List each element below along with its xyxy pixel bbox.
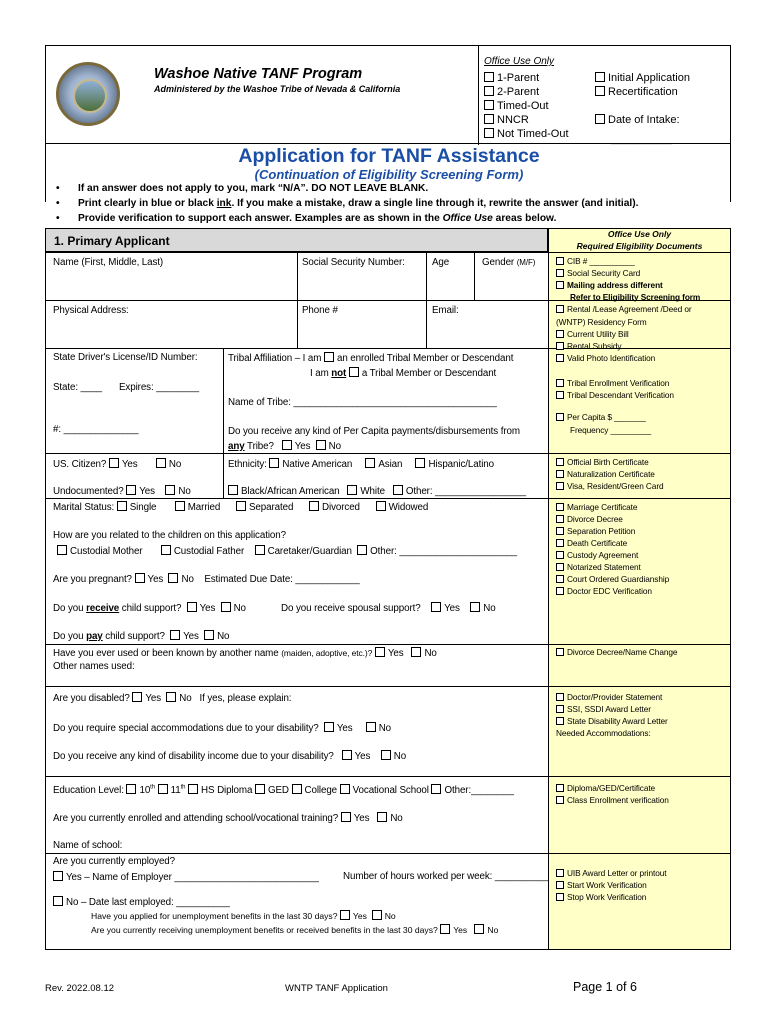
office-tribal-enroll[interactable]: Tribal Enrollment Verification bbox=[556, 378, 669, 388]
office-separation[interactable]: Separation Petition bbox=[556, 526, 635, 536]
disabled-question[interactable]: Are you disabled? Yes No If yes, please explain: bbox=[53, 693, 292, 704]
office-rental[interactable]: Rental /Lease Agreement /Deed or bbox=[556, 304, 692, 314]
state-field[interactable]: State: ____ bbox=[53, 382, 103, 393]
checkbox[interactable] bbox=[282, 440, 292, 450]
office-stop-work[interactable]: Stop Work Verification bbox=[556, 892, 646, 902]
checkbox[interactable] bbox=[595, 86, 605, 96]
pregnant-question[interactable]: Are you pregnant? Yes No Estimated Due Date: ____________ bbox=[53, 574, 360, 585]
checkbox[interactable] bbox=[556, 693, 564, 701]
office-birth-cert[interactable]: Official Birth Certificate bbox=[556, 457, 649, 467]
office-class-enroll[interactable]: Class Enrollment verification bbox=[556, 795, 669, 805]
spousal-support[interactable]: Do you receive spousal support? Yes No bbox=[281, 603, 496, 614]
checkbox[interactable] bbox=[556, 575, 564, 583]
checkbox[interactable] bbox=[170, 630, 180, 640]
other-names-field[interactable]: Other names used: bbox=[53, 661, 135, 672]
checkbox[interactable] bbox=[556, 503, 564, 511]
checkbox[interactable] bbox=[556, 470, 564, 478]
employed-question: Are you currently employed? bbox=[53, 856, 176, 867]
checkbox[interactable] bbox=[57, 545, 67, 555]
checkbox[interactable] bbox=[556, 269, 564, 277]
date-of-intake-line[interactable]: ___________ bbox=[611, 134, 673, 145]
checkbox[interactable] bbox=[126, 485, 136, 495]
dl-number-field[interactable]: #: ______________ bbox=[53, 424, 139, 435]
office-needed-acc: Needed Accommodations: bbox=[556, 728, 651, 738]
checkbox[interactable] bbox=[376, 501, 386, 511]
checkbox[interactable] bbox=[117, 501, 127, 511]
checkbox[interactable] bbox=[556, 551, 564, 559]
checkbox[interactable] bbox=[484, 100, 494, 110]
checkbox[interactable] bbox=[342, 750, 352, 760]
checkbox[interactable] bbox=[484, 72, 494, 82]
checkbox[interactable] bbox=[347, 485, 357, 495]
office-cib[interactable]: CIB # __________ bbox=[556, 256, 635, 266]
office-start-work[interactable]: Start Work Verification bbox=[556, 880, 647, 890]
program-title: Washoe Native TANF Program bbox=[154, 66, 363, 82]
checkbox[interactable] bbox=[255, 784, 265, 794]
checkbox[interactable] bbox=[556, 587, 564, 595]
office-state-dis[interactable]: State Disability Award Letter bbox=[556, 716, 668, 726]
checkbox[interactable] bbox=[221, 602, 231, 612]
checkbox[interactable] bbox=[556, 784, 564, 792]
checkbox[interactable] bbox=[168, 573, 178, 583]
checkbox[interactable] bbox=[349, 367, 359, 377]
office-uib[interactable]: UIB Award Letter or printout bbox=[556, 868, 666, 878]
citizen-question[interactable]: US. Citizen? Yes No bbox=[53, 459, 182, 470]
office-wntp: (WNTP) Residency Form bbox=[556, 317, 647, 327]
checkbox[interactable] bbox=[126, 784, 136, 794]
office-diploma[interactable]: Diploma/GED/Certificate bbox=[556, 783, 655, 793]
checkbox[interactable] bbox=[377, 812, 387, 822]
form-name-label: WNTP TANF Application bbox=[285, 983, 388, 994]
checkbox[interactable] bbox=[556, 527, 564, 535]
checkbox[interactable] bbox=[109, 458, 119, 468]
checkbox[interactable] bbox=[324, 722, 334, 732]
checkbox[interactable] bbox=[484, 128, 494, 138]
checkbox[interactable] bbox=[556, 705, 564, 713]
office-naturalization[interactable]: Naturalization Certificate bbox=[556, 469, 655, 479]
email-label: Email: bbox=[432, 305, 459, 316]
tribe-name-field[interactable]: Name of Tribe: ______________________________________ bbox=[228, 397, 497, 408]
checkbox[interactable] bbox=[255, 545, 265, 555]
tribal-seal-logo bbox=[56, 62, 120, 126]
instruction-2: • Print clearly in blue or black ink. If you make a mistake, draw a single line through it, rewrite the answer (and initial). bbox=[56, 198, 639, 209]
checkbox[interactable] bbox=[556, 515, 564, 523]
checkbox[interactable] bbox=[228, 485, 238, 495]
checkbox[interactable] bbox=[340, 784, 350, 794]
option-1-parent[interactable]: 1-Parent bbox=[484, 72, 539, 84]
checkbox[interactable] bbox=[556, 881, 564, 889]
required-docs-heading: Required Eligibility Documents bbox=[576, 241, 703, 251]
revision-label: Rev. 2022.08.12 bbox=[45, 983, 115, 994]
education-level[interactable]: Education Level: 10th 11th HS Diploma GED College Vocational School Other:________ bbox=[53, 784, 514, 796]
checkbox[interactable] bbox=[556, 648, 564, 656]
checkbox[interactable] bbox=[556, 257, 564, 265]
office-death[interactable]: Death Certificate bbox=[556, 538, 627, 548]
pay-child-support[interactable]: Do you pay child support? Yes No bbox=[53, 631, 230, 642]
section-header: 1. Primary Applicant bbox=[45, 228, 548, 252]
relationship-options[interactable]: Custodial Mother Custodial Father Caretaker/Guardian Other: ______________________ bbox=[57, 545, 517, 557]
checkbox[interactable] bbox=[161, 545, 171, 555]
checkbox[interactable] bbox=[431, 784, 441, 794]
checkbox[interactable] bbox=[595, 72, 605, 82]
age-label: Age bbox=[432, 257, 450, 268]
address-label: Physical Address: bbox=[53, 305, 129, 316]
option-initial-application[interactable]: Initial Application bbox=[595, 72, 690, 84]
receive-child-support[interactable]: Do you receive child support? Yes No bbox=[53, 603, 246, 614]
checkbox[interactable] bbox=[484, 114, 494, 124]
form-title: Application for TANF Assistance bbox=[238, 145, 540, 167]
phone-label: Phone # bbox=[302, 305, 338, 316]
office-marriage[interactable]: Marriage Certificate bbox=[556, 502, 637, 512]
checkbox[interactable] bbox=[175, 501, 185, 511]
checkbox[interactable] bbox=[53, 896, 63, 906]
checkbox[interactable] bbox=[556, 379, 564, 387]
checkbox[interactable] bbox=[431, 602, 441, 612]
checkbox[interactable] bbox=[187, 602, 197, 612]
option-nncr[interactable]: NNCR bbox=[484, 114, 529, 126]
checkbox[interactable] bbox=[372, 910, 382, 920]
checkbox[interactable] bbox=[365, 458, 375, 468]
checkbox[interactable] bbox=[556, 330, 564, 338]
checkbox[interactable] bbox=[204, 630, 214, 640]
checkbox[interactable] bbox=[166, 692, 176, 702]
office-utility[interactable]: Current Utility Bill bbox=[556, 329, 629, 339]
hours-field[interactable]: Number of hours worked per week: __________ bbox=[343, 871, 549, 882]
program-subtitle: Administered by the Washoe Tribe of Nevada & California bbox=[154, 84, 401, 94]
checkbox[interactable] bbox=[556, 391, 564, 399]
other-name-question[interactable]: Have you ever used or been known by another name (maiden, adoptive, etc.)? Yes No bbox=[53, 648, 437, 659]
school-name-field[interactable]: Name of school: bbox=[53, 840, 123, 851]
checkbox[interactable] bbox=[595, 114, 605, 124]
checkbox[interactable] bbox=[340, 910, 350, 920]
office-photo-id[interactable]: Valid Photo Identification bbox=[556, 353, 655, 363]
office-subsidy[interactable]: Rental Subsidy bbox=[556, 341, 621, 351]
checkbox[interactable] bbox=[556, 796, 564, 804]
checkbox[interactable] bbox=[375, 647, 385, 657]
checkbox[interactable] bbox=[381, 750, 391, 760]
office-doctor-stmt[interactable]: Doctor/Provider Statement bbox=[556, 692, 662, 702]
checkbox[interactable] bbox=[316, 440, 326, 450]
tribal-affiliation-not[interactable]: I am not a Tribal Member or Descendant bbox=[310, 368, 497, 379]
expires-field[interactable]: Expires: ________ bbox=[119, 382, 199, 393]
checkbox[interactable] bbox=[309, 501, 319, 511]
checkbox[interactable] bbox=[556, 413, 564, 421]
checkbox[interactable] bbox=[556, 717, 564, 725]
office-doctor-edc[interactable]: Doctor EDC Verification bbox=[556, 586, 652, 596]
instruction-1: • If an answer does not apply to you, mark “N/A”. DO NOT LEAVE BLANK. bbox=[56, 183, 429, 194]
checkbox[interactable] bbox=[556, 893, 564, 901]
ethnicity-row-1[interactable]: Ethnicity: Native American Asian Hispanic/Latino bbox=[228, 459, 494, 470]
checkbox[interactable] bbox=[470, 602, 480, 612]
office-ssi[interactable]: SSI, SSDI Award Letter bbox=[556, 704, 651, 714]
office-mailing[interactable]: Mailing address different bbox=[556, 280, 663, 290]
office-notarized[interactable]: Notarized Statement bbox=[556, 562, 641, 572]
enrolled-school-question[interactable]: Are you currently enrolled and attending school/vocational training? Yes No bbox=[53, 813, 403, 824]
checkbox[interactable] bbox=[156, 458, 166, 468]
option-date-of-intake[interactable]: Date of Intake: bbox=[595, 114, 680, 126]
office-divorce[interactable]: Divorce Decree bbox=[556, 514, 623, 524]
office-refer: Refer to Eligibility Screening form bbox=[570, 292, 701, 302]
checkbox[interactable] bbox=[440, 924, 450, 934]
checkbox[interactable] bbox=[556, 281, 564, 289]
checkbox[interactable] bbox=[556, 354, 564, 362]
office-use-label: Office Use Only bbox=[484, 56, 555, 67]
office-use-heading: Office Use Only bbox=[607, 229, 672, 239]
checkbox[interactable] bbox=[135, 573, 145, 583]
employed-no[interactable]: No – Date last employed: __________ bbox=[53, 896, 230, 908]
undocumented-question[interactable]: Undocumented? Yes No bbox=[53, 486, 191, 497]
header-box bbox=[45, 45, 731, 144]
checkbox[interactable] bbox=[188, 784, 198, 794]
form-subtitle: (Continuation of Eligibility Screening Form) bbox=[254, 167, 524, 182]
office-per-capita[interactable]: Per Capita $ _______ bbox=[556, 412, 646, 422]
checkbox[interactable] bbox=[556, 482, 564, 490]
receiving-unemployment[interactable]: Are you currently receiving unemployment benefits or received benefits in the last 30 days? Yes No bbox=[91, 925, 499, 935]
checkbox[interactable] bbox=[556, 869, 564, 877]
checkbox[interactable] bbox=[341, 812, 351, 822]
option-timed-out[interactable]: Timed-Out bbox=[484, 100, 549, 112]
checkbox[interactable] bbox=[556, 305, 564, 313]
checkbox[interactable] bbox=[484, 86, 494, 96]
checkbox[interactable] bbox=[556, 539, 564, 547]
per-capita-question: Do you receive any kind of Per Capita payments/disbursements from bbox=[228, 426, 520, 437]
instruction-3: • Provide verification to support each answer. Examples are as shown in the Office Use areas below. bbox=[56, 213, 557, 224]
checkbox[interactable] bbox=[158, 784, 168, 794]
relationship-question: How are you related to the children on this application? bbox=[53, 530, 286, 541]
checkbox[interactable] bbox=[556, 458, 564, 466]
checkbox[interactable] bbox=[53, 871, 63, 881]
page-number: Page 1 of 6 bbox=[573, 980, 637, 994]
checkbox[interactable] bbox=[357, 545, 367, 555]
checkbox[interactable] bbox=[269, 458, 279, 468]
accommodations-question[interactable]: Do you require special accommodations due to your disability? Yes No bbox=[53, 723, 392, 734]
applied-unemployment[interactable]: Have you applied for unemployment benefits in the last 30 days? Yes No bbox=[91, 911, 396, 921]
checkbox[interactable] bbox=[366, 722, 376, 732]
gender-label: Gender (M/F) bbox=[482, 257, 536, 268]
per-capita-answer[interactable]: any Tribe? Yes No bbox=[228, 441, 341, 452]
checkbox[interactable] bbox=[411, 647, 421, 657]
checkbox[interactable] bbox=[292, 784, 302, 794]
option-recertification[interactable]: Recertification bbox=[595, 86, 678, 98]
checkbox[interactable] bbox=[165, 485, 175, 495]
checkbox[interactable] bbox=[324, 352, 334, 362]
checkbox[interactable] bbox=[415, 458, 425, 468]
office-frequency[interactable]: Frequency _________ bbox=[570, 425, 652, 435]
office-visa[interactable]: Visa, Resident/Green Card bbox=[556, 481, 664, 491]
office-tribal-desc[interactable]: Tribal Descendant Verification bbox=[556, 390, 674, 400]
checkbox[interactable] bbox=[556, 342, 564, 350]
ethnicity-row-2[interactable]: Black/African American White Other: _________________ bbox=[228, 485, 526, 497]
checkbox[interactable] bbox=[393, 485, 403, 495]
tribal-affiliation-enrolled[interactable]: Tribal Affiliation – I am an enrolled Tribal Member or Descendant bbox=[228, 353, 514, 364]
office-ss-card[interactable]: Social Security Card bbox=[556, 268, 640, 278]
option-2-parent[interactable]: 2-Parent bbox=[484, 86, 539, 98]
checkbox[interactable] bbox=[474, 924, 484, 934]
office-custody[interactable]: Custody Agreement bbox=[556, 550, 638, 560]
name-label: Name (First, Middle, Last) bbox=[53, 257, 164, 268]
checkbox[interactable] bbox=[556, 563, 564, 571]
checkbox[interactable] bbox=[132, 692, 142, 702]
marital-status[interactable]: Marital Status: Single Married Separated Divorced Widowed bbox=[53, 502, 429, 513]
ssn-label: Social Security Number: bbox=[302, 257, 405, 268]
office-divorce-name[interactable]: Divorce Decree/Name Change bbox=[556, 647, 677, 657]
disability-income-question[interactable]: Do you receive any kind of disability income due to your disability? Yes No bbox=[53, 751, 407, 762]
option-not-timed-out[interactable]: Not Timed-Out bbox=[484, 128, 569, 140]
office-court[interactable]: Court Ordered Guardianship bbox=[556, 574, 669, 584]
checkbox[interactable] bbox=[236, 501, 246, 511]
employed-yes[interactable]: Yes – Name of Employer ___________________________ bbox=[53, 871, 319, 883]
dl-label: State Driver's License/ID Number: bbox=[53, 352, 198, 363]
